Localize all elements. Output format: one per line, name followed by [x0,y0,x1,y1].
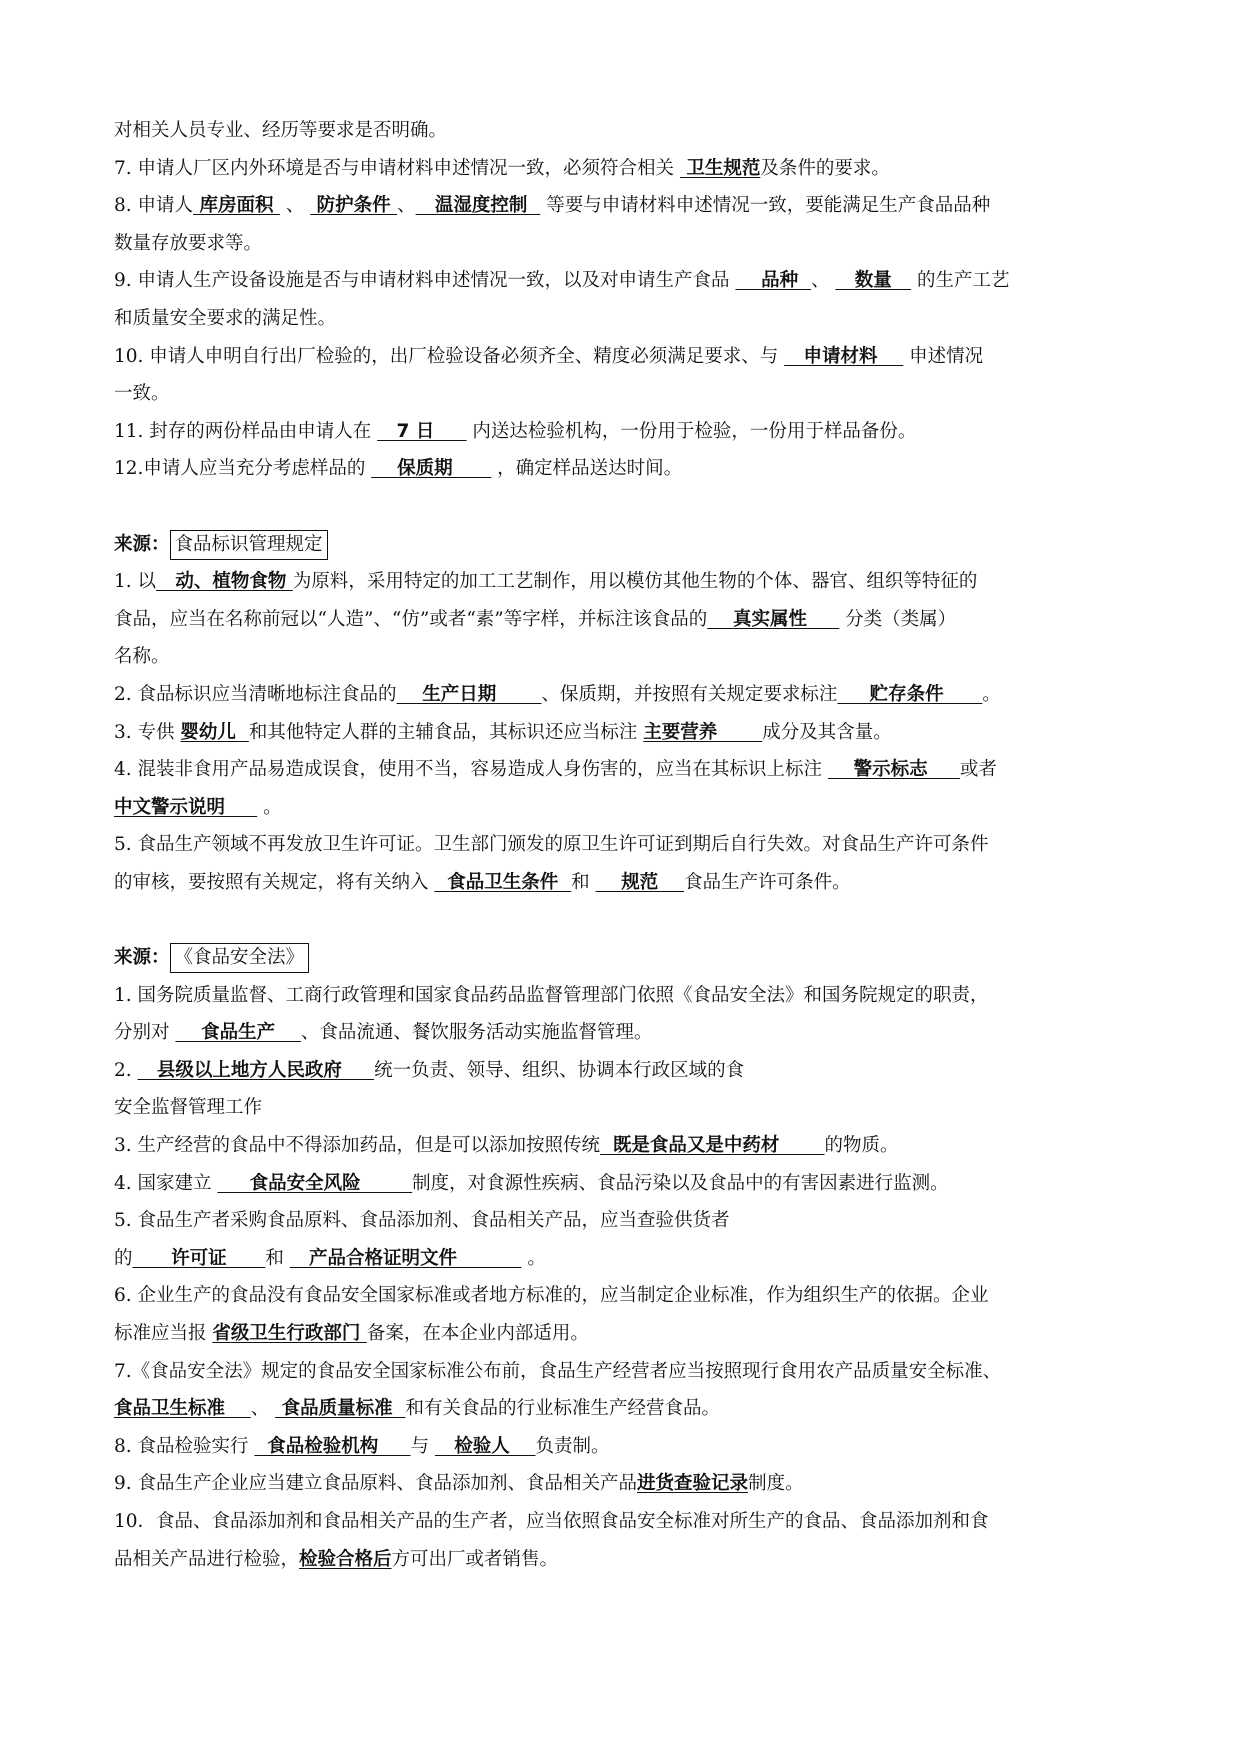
text-segment: 数量存放要求等。 [114,232,263,254]
fill-in-answer: 生产日期 [396,683,542,705]
text-segment: 、 [397,195,416,217]
fill-in-answer: 进货查验记录 [637,1473,749,1495]
text-segment: 7.《食品安全法》规定的食品安全国家标准公布前，食品生产经营者应当按照现行食用农产品质量安全标准、 [114,1360,1002,1382]
text-line [114,1428,1134,1466]
text-line [114,563,1134,601]
fill-in-answer: 保质期 [371,458,492,480]
text-segment: 5. 食品生产者采购食品原料、食品添加剂、食品相关产品，应当查验供货者 [114,1210,730,1232]
text-line [114,413,1134,451]
fill-in-answer: 卫生规范 [679,157,761,179]
text-line [114,638,1134,676]
text-segment: 标准应当报 [114,1323,213,1344]
fill-in-answer: 食品检验机构 [254,1435,411,1457]
text-segment: 。 [257,796,282,818]
section-spacer [114,488,1134,526]
source-title-box: 《食品安全法》 [170,943,310,973]
fill-in-answer: 规范 [595,871,685,893]
text-line [114,1127,1134,1165]
fill-in-answer: 品种 [735,270,812,292]
text-segment: 和其他特定人群的主辅食品，其标识还应当标注 [248,721,644,743]
text-segment: 统一负责、领导、组织、协调本行政区域的食 [374,1059,745,1081]
text-segment: 、保质期，并按照有关规定要求标注 [541,683,838,705]
text-segment: 负责制。 [535,1435,610,1457]
text-line [114,1165,1134,1203]
text-segment: 制度。 [748,1473,804,1495]
text-line [114,977,1134,1015]
text-segment: 8. 申请人 [114,195,194,217]
text-line [114,1240,1134,1278]
text-line [114,450,1134,488]
text-segment: 或者 [959,759,997,781]
section-spacer [114,901,1134,939]
fill-in-answer: 中文警示说明 [114,796,258,818]
text-segment: 安全监督管理工作 [114,1097,263,1119]
text-segment: 11. 封存的两份样品由申请人在 [114,420,378,442]
text-line [114,714,1134,752]
text-line [114,375,1134,413]
text-segment: 的 [114,1247,133,1269]
text-segment: 、 [279,195,311,217]
text-line [114,751,1134,789]
text-line [114,1503,1134,1541]
text-segment: 2. [114,1059,138,1081]
text-segment: 12.申请人应当充分考虑样品的 [114,458,372,480]
text-segment: 6. 企业生产的食品没有食品安全国家标准或者地方标准的，应当制定企业标准，作为组织生产的依据。企业 [114,1285,989,1307]
text-segment: 分类（类属） [839,608,957,630]
fill-in-answer: 警示标志 [827,759,960,781]
text-segment: 申述情况 [903,345,984,367]
text-line [114,1014,1134,1052]
text-segment: 5. 食品生产领域不再发放卫生许可证。卫生部门颁发的原卫生许可证到期后自行失效。对食品生产许可条件 [114,834,989,856]
text-line [114,187,1134,225]
text-segment: 分别对 [114,1022,176,1044]
source-title-box: 食品标识管理规定 [170,530,328,560]
text-line [114,300,1134,338]
text-line [114,112,1134,150]
text-segment: 。 [982,683,1001,705]
text-segment: 内送达检验机构，一份用于检验，一份用于样品备份。 [466,420,917,442]
text-line [114,789,1134,827]
text-line [114,262,1134,300]
fill-in-answer: 真实属性 [707,608,840,630]
text-segment: 品相关产品进行检验， [114,1548,300,1570]
text-segment: 10．食品、食品添加剂和食品相关产品的生产者，应当依照食品安全标准对所生产的食品、食品添加剂和食 [114,1510,989,1532]
text-line [114,826,1134,864]
text-segment: 名称。 [114,646,170,668]
source-heading [114,939,1134,977]
text-segment: 、 [811,270,836,292]
fill-in-answer: 检验人 [434,1435,536,1457]
text-line [114,1052,1134,1090]
fill-in-answer: 食品质量标准 [275,1398,406,1420]
text-segment: 对相关人员专业、经历等要求是否明确。 [114,120,448,141]
text-segment: 8. 食品检验实行 [114,1435,255,1457]
text-line [114,1541,1134,1579]
text-segment: 1. 国务院质量监督、工商行政管理和国家食品药品监督管理部门依照《食品安全法》和国务院规定的职责， [114,984,989,1006]
text-segment: 的物质。 [824,1135,899,1157]
fill-in-answer: 主要营养 [643,721,763,743]
text-segment: 3. 专供 [114,721,181,743]
fill-in-answer: 贮存条件 [837,683,983,705]
fill-in-answer: 既是食品又是中药材 [600,1135,825,1157]
text-segment: 、食品流通、餐饮服务活动实施监督管理。 [300,1022,653,1044]
text-segment: 1. 以 [114,571,157,593]
fill-in-answer: 食品生产 [175,1022,301,1044]
text-segment: 方可出厂或者销售。 [391,1548,559,1570]
text-segment: 2. 食品标识应当清晰地标注食品的 [114,683,397,705]
source-heading [114,526,1134,564]
text-line [114,676,1134,714]
text-segment: 备案，在本企业内部适用。 [366,1323,589,1344]
text-segment: ，确定样品送达时间。 [491,458,683,480]
text-line [114,338,1134,376]
text-segment: 4. 混装非食用产品易造成误食，使用不当，容易造成人身伤害的，应当在其标识上标注 [114,759,828,781]
text-segment: 7. 申请人厂区内外环境是否与申请材料申述情况一致，必须符合相关 [114,157,680,179]
text-line [114,225,1134,263]
fill-in-answer: 县级以上地方人民政府 [137,1059,375,1081]
text-segment: 的审核，要按照有关规定，将有关纳入 [114,871,435,893]
fill-in-answer: 7 日 [377,420,467,442]
fill-in-answer: 动、植物食物 [156,571,293,593]
text-segment: 的生产工艺 [911,270,1010,292]
text-line [114,601,1134,639]
text-segment: 3. 生产经营的食品中不得添加药品，但是可以添加按照传统 [114,1135,601,1157]
text-line [114,1315,1134,1353]
text-line [114,1277,1134,1315]
fill-in-answer: 许可证 [132,1247,266,1269]
text-segment: 与 [410,1435,435,1457]
fill-in-answer: 数量 [835,270,912,292]
text-segment: 等要与申请材料申述情况一致，要能满足生产食品品种 [540,195,991,217]
text-segment: 为原料，采用特定的加工工艺制作，用以模仿其他生物的个体、器官、组织等特征的 [292,571,978,593]
fill-in-answer: 温湿度控制 [415,195,541,217]
document-page [114,112,1134,1578]
source-label: 来源： [114,947,170,969]
fill-in-answer: 婴幼儿 [180,721,249,743]
text-segment: 4. 国家建立 [114,1172,218,1194]
text-line [114,864,1134,902]
text-line [114,1465,1134,1503]
text-segment: 和 [265,1247,290,1269]
source-label: 来源： [114,533,170,555]
text-segment: 9. 申请人生产设备设施是否与申请材料申述情况一致，以及对申请生产食品 [114,270,736,292]
fill-in-answer: 库房面积 [193,195,280,217]
fill-in-answer: 申请材料 [784,345,904,367]
text-segment: 、 [250,1398,276,1420]
text-segment: 成分及其含量。 [762,721,892,743]
fill-in-answer: 检验合格后 [299,1548,392,1570]
fill-in-answer: 食品卫生条件 [434,871,572,893]
text-segment: 10. 申请人申明自行出厂检验的，出厂检验设备必须齐全、精度必须满足要求、与 [114,345,785,367]
text-segment: 。 [521,1247,546,1269]
text-segment: 食品生产许可条件。 [684,871,851,893]
text-line [114,1089,1134,1127]
text-segment: 制度，对食源性疾病、食品污染以及食品中的有害因素进行监测。 [412,1172,949,1194]
text-segment: 和质量安全要求的满足性。 [114,307,337,329]
fill-in-answer: 防护条件 [310,195,398,217]
fill-in-answer: 食品安全风险 [217,1172,413,1194]
fill-in-answer: 省级卫生行政部门 [212,1323,367,1344]
text-line [114,1353,1134,1391]
text-segment: 9. 食品生产企业应当建立食品原料、食品添加剂、食品相关产品 [114,1473,638,1495]
text-segment: 食品，应当在名称前冠以“人造”、“仿”或者“素”等字样，并标注该食品的 [114,608,708,630]
text-segment: 和 [571,871,596,893]
text-segment: 一致。 [114,383,170,405]
text-line [114,150,1134,188]
fill-in-answer: 食品卫生标准 [114,1398,251,1420]
text-line [114,1390,1134,1428]
text-segment: 和有关食品的行业标准生产经营食品。 [405,1398,720,1420]
text-line [114,1202,1134,1240]
text-segment: 及条件的要求。 [760,157,890,179]
fill-in-answer: 产品合格证明文件 [289,1247,522,1269]
